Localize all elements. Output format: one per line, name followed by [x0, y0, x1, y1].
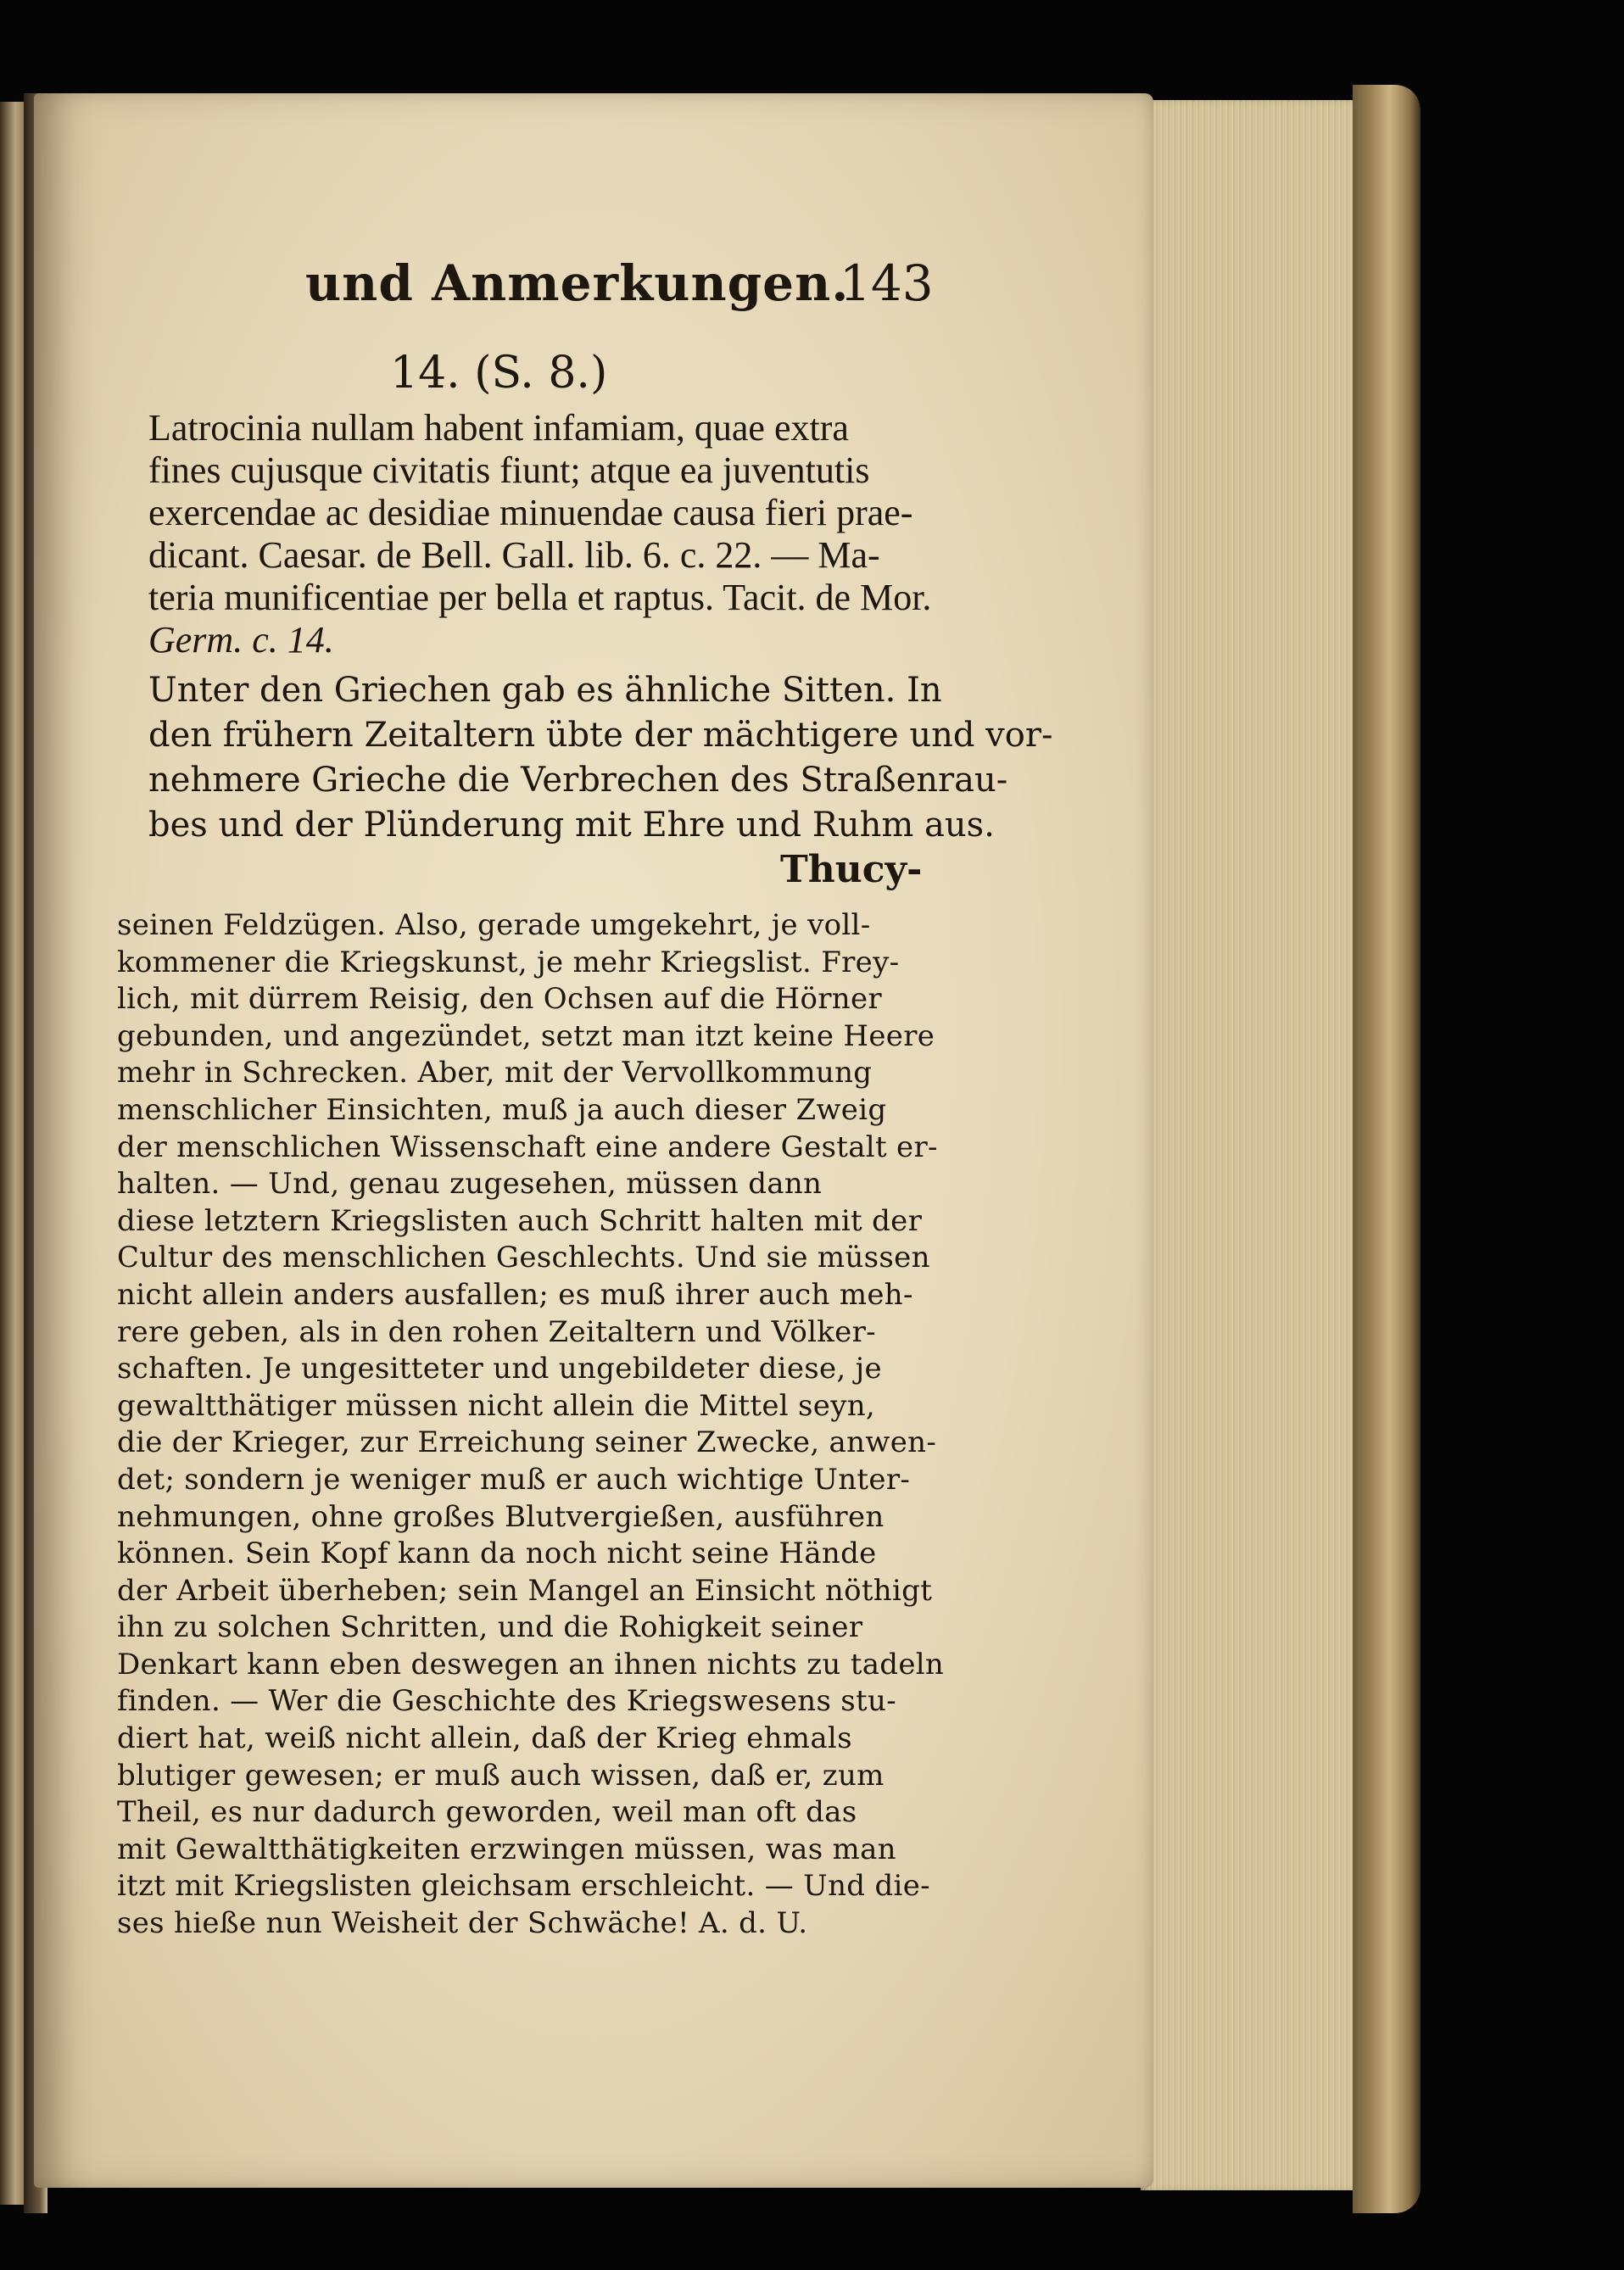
footnote-line: menschlicher Einsichten, muß ja auch dieser Zweig: [117, 1092, 887, 1127]
footnote-line: Denkart kann eben deswegen an ihnen nichts zu tadeln: [117, 1647, 945, 1682]
left-page-edge: [0, 102, 25, 2205]
footnote-line: Theil, es nur dadurch geworden, weil man oft das: [117, 1795, 857, 1830]
footnote-line: itzt mit Kriegslisten gleichsam erschleicht. — Und die-: [117, 1869, 930, 1904]
footnote-line: Cultur des menschlichen Geschlechts. Und sie müssen: [117, 1241, 930, 1275]
text-line: Unter den Griechen gab es ähnliche Sitten. In: [148, 671, 942, 710]
text-line: Latrocinia nullam habent infamiam, quae extra: [148, 407, 849, 449]
text-line: exercendae ac desidiae minuendae causa fieri prae-: [148, 492, 913, 533]
catchword: Thucy-: [780, 848, 923, 891]
page-number: 143: [840, 254, 934, 312]
footnote-line: nicht allein anders ausfallen; es muß ihrer auch meh-: [117, 1277, 913, 1312]
footnote-line: der Arbeit überheben; sein Mangel an Einsicht nöthigt: [117, 1573, 933, 1608]
footnote-line: die der Krieger, zur Erreichung seiner Zwecke, anwen-: [117, 1425, 937, 1460]
footnote-line: blutiger gewesen; er muß auch wissen, daß er, zum: [117, 1758, 885, 1793]
footnote-line: det; sondern je weniger muß er auch wichtige Unter-: [117, 1462, 911, 1497]
footnote-line: diert hat, weiß nicht allein, daß der Krieg ehmals: [117, 1721, 852, 1756]
footnote-line: ihn zu solchen Schritten, und die Rohigkeit seiner: [117, 1610, 863, 1645]
footnote-line: lich, mit dürrem Reisig, den Ochsen auf die Hörner: [117, 982, 882, 1017]
footnote-line: kommener die Kriegskunst, je mehr Kriegslist. Frey-: [117, 945, 900, 979]
text-line: teria munificentiae per bella et raptus. Tacit. de Mor.: [148, 577, 932, 618]
section-heading: 14. (S. 8.): [390, 348, 608, 399]
text-line: dicant. Caesar. de Bell. Gall. lib. 6. c. 22. — Ma-: [148, 534, 880, 576]
footnote-line: nehmungen, ohne großes Blutvergießen, ausführen: [117, 1499, 885, 1534]
footnote-line: rere geben, als in den rohen Zeitaltern und Völker-: [117, 1314, 876, 1349]
footnote-line: gewaltthätiger müssen nicht allein die Mittel seyn,: [117, 1388, 876, 1423]
footnote-line: können. Sein Kopf kann da noch nicht seine Hände: [117, 1537, 877, 1571]
text-line: Germ. c. 14.: [148, 619, 334, 661]
text-line: bes und der Plünderung mit Ehre und Ruhm aus.: [148, 806, 995, 845]
footnote-line: mit Gewaltthätigkeiten erzwingen müssen, was man: [117, 1832, 896, 1866]
footnote-line: seinen Feldzügen. Also, gerade umgekehrt, je voll-: [117, 908, 871, 942]
footnote-line: gebunden, und angezündet, setzt man itzt keine Heere: [117, 1018, 935, 1053]
footnote-line: der menschlichen Wissenschaft eine andere Gestalt er-: [117, 1129, 938, 1164]
latin-quotation: [148, 407, 937, 661]
footnote-line: mehr in Schrecken. Aber, mit der Vervollkommung: [117, 1056, 873, 1090]
footnote-line: halten. — Und, genau zugesehen, müssen dann: [117, 1167, 823, 1202]
footnote-line: schaften. Je ungesitteter und ungebildeter diese, je: [117, 1352, 882, 1386]
footnote-line: finden. — Wer die Geschichte des Kriegswesens stu-: [117, 1684, 897, 1719]
german-paragraph: [148, 668, 1053, 848]
footnote-line: diese letztern Kriegslisten auch Schritt halten mit der: [117, 1203, 923, 1238]
running-title: und Anmerkungen.: [305, 254, 850, 312]
running-head: [305, 254, 934, 322]
text-line: den frühern Zeitaltern übte der mächtigere und vor-: [148, 716, 1053, 755]
footnote-block: [117, 907, 945, 1943]
text-line: fines cujusque civitatis fiunt; atque ea juventutis: [148, 449, 870, 491]
footnote-line: ses hieße nun Weisheit der Schwäche! A. d. U.: [117, 1906, 808, 1941]
page-stack-edge: [1141, 100, 1366, 2190]
book-cover-edge: [1353, 85, 1420, 2213]
text-line: nehmere Grieche die Verbrechen des Straßenrau-: [148, 761, 1008, 800]
